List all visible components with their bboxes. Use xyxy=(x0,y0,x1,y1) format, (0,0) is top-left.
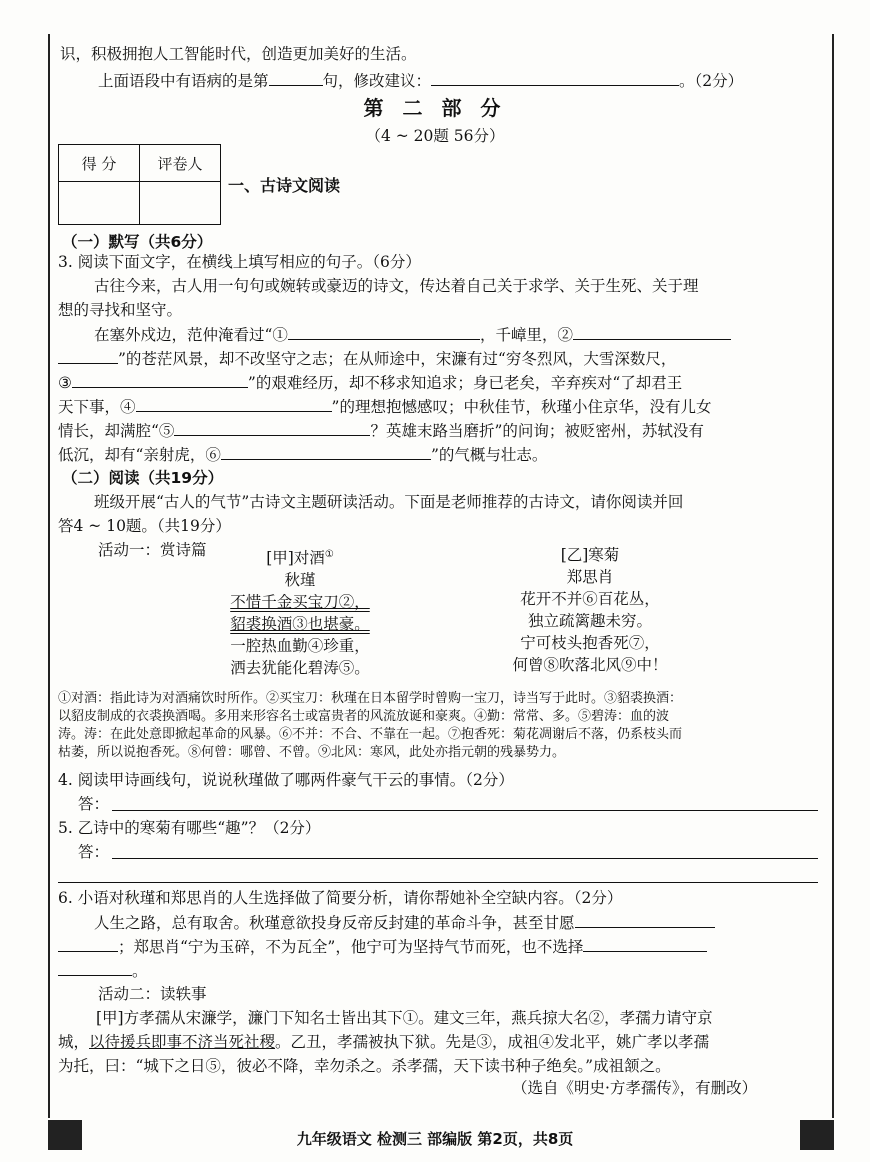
top-line-2-post: 。（2分） xyxy=(679,72,744,90)
q3-line-1 xyxy=(94,324,731,345)
poem-b-line-1: 花开不并⑥百花丛， xyxy=(520,590,660,608)
note-line-3: 涛。涛：在此处意即掀起革命的风暴。⑥不并：不合、不靠在一起。⑦抱香死：菊花凋谢后不落，仍系枝头而 xyxy=(58,727,683,742)
q3-para-1a: 古往今来，古人用一句句或婉转或豪迈的诗文，传达着自己关于求学、关于生死、关于理 xyxy=(94,277,699,295)
blank-6[interactable] xyxy=(221,444,431,460)
q6-line-1-text: 人生之路，总有取舍。秋瑾意欲投身反帝反封建的革命斗争，甚至甘愿 xyxy=(94,914,575,932)
q6-line-3 xyxy=(58,960,148,981)
q4-answer-line[interactable] xyxy=(112,810,818,811)
passage-underlined-sentence: 以待援兵即事不济当死社稷 xyxy=(89,1033,276,1051)
top-line-1: 识，积极拥抱人工智能时代，创造更加美好的生活。 xyxy=(60,45,417,63)
right-border xyxy=(832,34,834,1118)
q3-line-5 xyxy=(58,420,704,441)
q3-para-1b: 想的寻找和坚守。 xyxy=(58,301,183,319)
poem-a xyxy=(200,544,400,679)
top-line-2-mid: 句，修改建议： xyxy=(322,72,432,90)
q4-stem: 4. 阅读甲诗画线句，说说秋瑾做了哪两件豪气干云的事情。（2分） xyxy=(58,771,514,789)
part-subtitle: （4 ~ 20题 56分） xyxy=(365,127,505,145)
section-heading-1: 一、古诗文阅读 xyxy=(228,176,341,195)
part-title: 第 二 部 分 xyxy=(363,96,507,120)
q5-answer-label: 答： xyxy=(78,843,110,861)
score-table xyxy=(58,144,221,225)
q4-answer-label: 答： xyxy=(78,795,110,813)
blank-3[interactable] xyxy=(72,372,248,388)
blank-4[interactable] xyxy=(136,396,332,412)
note-line-4: 枯萎，所以说抱香死。⑧何曾：哪曾、不曾。⑨北风：寒风，此处亦指元朝的残暴势力。 xyxy=(58,745,566,760)
q6-line-2-text: ；郑思肖“宁为玉碎，不为瓦全”，他宁可为坚持气节而死，也不选择 xyxy=(118,938,584,956)
q6-stem: 6. 小语对秋瑾和郑思肖的人生选择做了简要分析，请你帮她补全空缺内容。（2分） xyxy=(58,889,623,907)
activity-1-label: 活动一：赏诗篇 xyxy=(98,541,207,559)
blank-revision[interactable] xyxy=(431,70,679,86)
poem-a-line-3: 一腔热血勤④珍重， xyxy=(230,637,370,656)
top-line-2 xyxy=(98,70,743,91)
grader-cell[interactable] xyxy=(140,182,221,225)
q3-line-3a: ③ xyxy=(58,374,72,392)
poem-b-title: [乙]寒菊 xyxy=(560,546,620,564)
poem-a-title-row xyxy=(200,544,400,569)
q3-line-6b: ”的气概与壮志。 xyxy=(430,446,548,464)
blank-2[interactable] xyxy=(573,324,731,340)
poem-b-line-2: 独立疏篱趣未穷。 xyxy=(527,612,652,630)
poem-a-title-note: ① xyxy=(324,549,334,560)
grader-header: 评卷人 xyxy=(140,145,221,182)
intro-a: 班级开展“古人的气节”古诗文主题研读活动。下面是老师推荐的古诗文，请你阅读并回 xyxy=(94,493,684,511)
q3-line-2-text: ”的苍茫风景，却不改坚守之志；在从师途中，宋濂有过“穷冬烈风，大雪深数尺， xyxy=(118,350,677,368)
poem-a-author: 秋瑾 xyxy=(284,571,316,590)
q3-line-1a: 在塞外戍边，范仲淹看过“① xyxy=(94,326,288,344)
q5-stem: 5. 乙诗中的寒菊有哪些“趣”？（2分） xyxy=(58,819,321,837)
note-line-1: ①对酒：指此诗为对酒痛饮时所作。②买宝刀：秋瑾在日本留学时曾购一宝刀，诗当写于此时。③貂裘换酒： xyxy=(58,691,683,706)
left-border xyxy=(48,34,50,1118)
subsection-reading: （二）阅读（共19分） xyxy=(62,469,224,487)
q3-line-5a: 情长，却满腔“⑤ xyxy=(58,422,175,440)
subsection-dictation: （一）默写（共6分） xyxy=(62,233,213,251)
q3-line-6a: 低沉，却有“亲射虎，⑥ xyxy=(58,446,221,464)
q6-blank-1[interactable] xyxy=(575,912,715,928)
note-line-2: 以貂皮制成的衣裘换酒喝。多用来形容名士或富贵者的风流放诞和豪爽。④勤：常常、多。⑤碧涛：血的波 xyxy=(58,709,670,724)
passage-line-2a: 城， xyxy=(58,1033,90,1051)
score-cell[interactable] xyxy=(59,182,140,225)
poem-b xyxy=(490,544,690,676)
poem-a-line-1: 不惜千金买宝刀②， xyxy=(230,593,370,612)
q6-blank-1-cont[interactable] xyxy=(58,936,118,952)
blank-2-cont[interactable] xyxy=(58,348,118,364)
poem-a-title: [甲]对酒 xyxy=(266,549,325,568)
q6-line-2 xyxy=(58,936,707,957)
poem-a-line-2: 貂裘换酒③也堪豪。 xyxy=(230,615,370,634)
blank-sentence-number[interactable] xyxy=(269,70,323,86)
q3-line-5b: ？英雄末路当磨折”的问询；被贬密州，苏轼没有 xyxy=(370,422,704,440)
blank-5[interactable] xyxy=(174,420,370,436)
poem-a-line-4: 洒去犹能化碧涛⑤。 xyxy=(230,659,370,678)
q6-line-3-text: 。 xyxy=(132,962,148,980)
q3-line-6 xyxy=(58,444,547,465)
activity-2-label: 活动二：读轶事 xyxy=(98,985,207,1003)
q3-stem: 3. 阅读下面文字，在横线上填写相应的句子。（6分） xyxy=(58,253,421,271)
q3-line-3b: ”的艰难经历，却不移求知追求；身已老矣，辛弃疾对“了却君王 xyxy=(247,374,683,392)
passage-line-2 xyxy=(58,1032,709,1052)
q6-blank-2-cont[interactable] xyxy=(58,960,132,976)
q3-line-4 xyxy=(58,396,711,417)
q3-line-3 xyxy=(58,372,682,393)
page-footer: 九年级语文 检测三 部编版 第2页，共8页 xyxy=(296,1130,574,1148)
q6-blank-2[interactable] xyxy=(583,936,707,952)
poem-b-author: 郑思肖 xyxy=(566,568,614,586)
blank-1[interactable] xyxy=(288,324,480,340)
passage-source: （选自《明史·方孝孺传》，有删改） xyxy=(512,1079,758,1097)
q3-line-4a: 天下事，④ xyxy=(58,398,136,416)
q3-line-4b: ”的理想抱憾感叹；中秋佳节，秋瑾小住京华，没有儿女 xyxy=(331,398,712,416)
passage-line-3: 为托，曰：“城下之日⑤，彼必不降，幸勿杀之。杀孝孺，天下读书种子绝矣。”成祖颔之。 xyxy=(58,1057,671,1075)
poem-b-line-3: 宁可枝头抱香死⑦， xyxy=(520,634,660,652)
score-header: 得 分 xyxy=(59,145,140,182)
q6-line-1 xyxy=(94,912,715,933)
intro-b: 答4 ~ 10题。（共19分） xyxy=(58,517,231,535)
passage-line-1: [甲]方孝孺从宋濂学，濂门下知名士皆出其下①。建文三年，燕兵掠大名②，孝孺力请守京 xyxy=(96,1009,713,1027)
top-line-2-pre: 上面语段中有语病的是第 xyxy=(98,72,269,90)
q3-line-2 xyxy=(58,348,676,369)
passage-line-2b: 。乙丑，孝孺被执下狱。先是③，成祖④发北平，姚广孝以孝孺 xyxy=(275,1033,710,1051)
q5-answer-line-2[interactable] xyxy=(58,882,818,883)
q5-answer-line-1[interactable] xyxy=(112,858,818,859)
poem-b-line-4: 何曾⑧吹落北风⑨中！ xyxy=(512,656,668,674)
q3-line-1b: ，千嶂里，② xyxy=(479,326,573,344)
